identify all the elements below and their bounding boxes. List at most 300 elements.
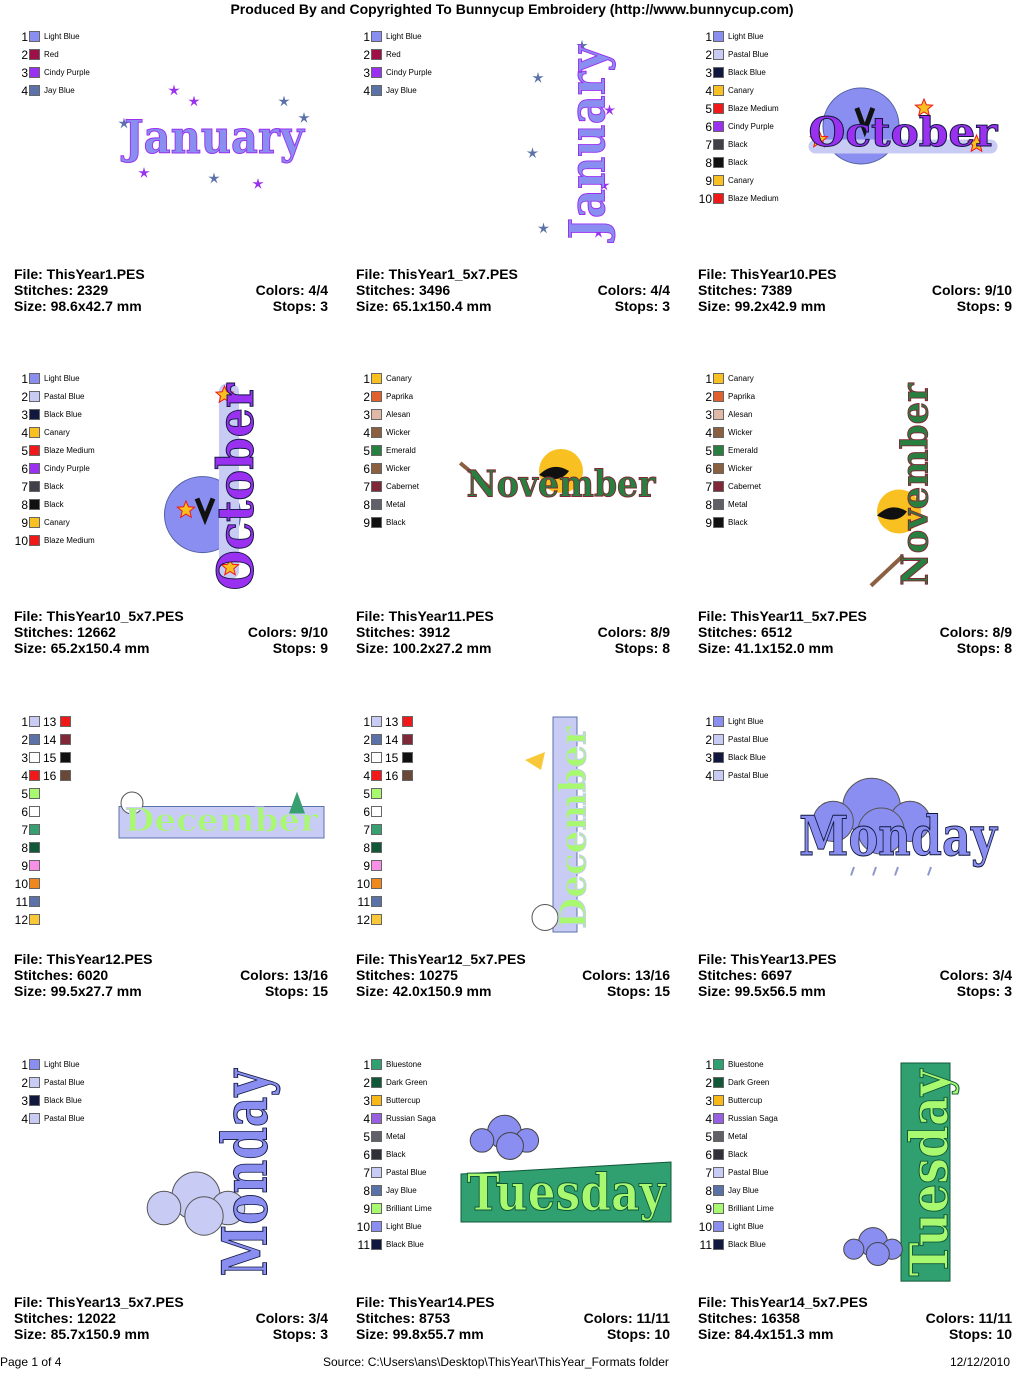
thread-name: Wicker	[386, 428, 411, 437]
color-swatch	[29, 499, 40, 510]
color-swatch	[371, 409, 382, 420]
size-label: Size:	[356, 983, 389, 999]
color-swatch	[371, 1203, 382, 1214]
tree-icon	[525, 752, 545, 770]
color-swatch	[713, 752, 724, 763]
file-label: File:	[356, 266, 385, 282]
legend-number: 5	[705, 444, 712, 458]
thread-name: Black Blue	[728, 68, 766, 77]
color-swatch	[29, 31, 40, 42]
color-count: 8/9	[992, 624, 1012, 640]
legend-number: 8	[21, 841, 28, 855]
legend-number: 10	[698, 1220, 712, 1234]
color-swatch	[29, 1059, 40, 1070]
file-name: ThisYear1_5x7.PES	[388, 266, 518, 282]
design-cell	[14, 30, 344, 370]
thread-name: Light Blue	[728, 717, 764, 726]
color-count: 11/11	[636, 1310, 670, 1326]
legend-number: 1	[21, 1058, 28, 1072]
legend-number: 5	[21, 444, 28, 458]
legend-number: 4	[705, 426, 712, 440]
legend-number: 4	[705, 84, 712, 98]
color-swatch	[29, 481, 40, 492]
color-swatch	[371, 445, 382, 456]
stitches-label: Stitches:	[698, 624, 758, 640]
thread-name: Blaze Medium	[728, 194, 779, 203]
legend-number: 9	[21, 859, 28, 873]
thread-name: Cindy Purple	[44, 68, 90, 77]
legend-number: 8	[363, 841, 370, 855]
thread-name: Brilliant Lime	[728, 1204, 774, 1213]
color-swatch	[713, 1095, 724, 1106]
file-label: File:	[14, 951, 43, 967]
color-swatch	[371, 914, 382, 925]
legend-number: 6	[363, 1148, 370, 1162]
design-artwork	[863, 372, 943, 597]
legend-number: 7	[363, 823, 370, 837]
legend-number: 3	[363, 408, 370, 422]
legend-number: 6	[705, 462, 712, 476]
thread-name: Pastal Blue	[44, 1114, 85, 1123]
color-swatch	[713, 157, 724, 168]
thread-name: Black	[728, 140, 748, 149]
thread-name: Blaze Medium	[44, 536, 95, 545]
color-swatch	[371, 1095, 382, 1106]
file-name: ThisYear11.PES	[388, 608, 494, 624]
color-swatch	[29, 860, 40, 871]
color-count: 8/9	[650, 624, 670, 640]
color-swatch	[713, 734, 724, 745]
design-word: October	[808, 107, 999, 156]
stops-label: Stops:	[606, 983, 651, 999]
color-swatch	[713, 121, 724, 132]
design-size: 99.5x27.7 mm	[50, 983, 142, 999]
design-info	[698, 951, 1012, 999]
stitch-count: 6697	[761, 967, 793, 983]
size-label: Size:	[14, 1326, 47, 1342]
legend-number: 2	[363, 390, 370, 404]
design-cell	[698, 715, 1028, 1055]
legend-number: 11	[15, 895, 28, 909]
legend-number: 6	[363, 462, 370, 476]
thread-name: Jay Blue	[386, 1186, 417, 1195]
stitches-label: Stitches:	[698, 1310, 758, 1326]
color-swatch	[29, 427, 40, 438]
legend-number: 5	[363, 444, 370, 458]
size-label: Size:	[14, 640, 47, 656]
thread-name: Light Blue	[728, 1222, 764, 1231]
legend-number: 8	[705, 498, 712, 512]
design-size: 99.2x42.9 mm	[734, 298, 826, 314]
legend-number: 2	[21, 1076, 28, 1090]
color-swatch	[713, 1221, 724, 1232]
legend-number: 1	[705, 1058, 712, 1072]
color-swatch	[713, 1203, 724, 1214]
color-swatch	[713, 31, 724, 42]
legend-number: 7	[705, 480, 712, 494]
legend-number: 11	[699, 1238, 712, 1252]
file-label: File:	[356, 1294, 385, 1310]
color-swatch	[402, 734, 413, 745]
stop-count: 9	[1004, 298, 1012, 314]
colors-label: Colors:	[931, 282, 981, 298]
legend-number: 3	[705, 751, 712, 765]
legend-number: 9	[363, 859, 370, 873]
stitches-label: Stitches:	[356, 967, 416, 983]
design-info	[356, 1294, 670, 1342]
color-swatch	[713, 103, 724, 114]
stitches-label: Stitches:	[14, 282, 74, 298]
color-swatch	[60, 716, 71, 727]
legend-number: 6	[705, 1148, 712, 1162]
raindrop-shape	[873, 867, 876, 875]
thread-name: Pastal Blue	[44, 392, 85, 401]
color-swatch	[29, 49, 40, 60]
stitch-count: 16358	[761, 1310, 800, 1326]
color-swatch	[713, 1167, 724, 1178]
thread-name: Jay Blue	[44, 86, 75, 95]
color-swatch	[29, 770, 40, 781]
thread-name: Canary	[728, 374, 754, 383]
color-swatch	[713, 770, 724, 781]
file-name: ThisYear12_5x7.PES	[388, 951, 526, 967]
design-artwork	[154, 1004, 294, 1288]
color-swatch	[371, 1113, 382, 1124]
thread-name: Emerald	[386, 446, 416, 455]
design-word: Monday	[209, 1004, 282, 1277]
legend-number: 12	[356, 913, 370, 927]
thread-name: Pastal Blue	[44, 1078, 85, 1087]
file-name: ThisYear10_5x7.PES	[46, 608, 184, 624]
legend-number: 5	[363, 787, 370, 801]
thread-name: Bluestone	[728, 1060, 764, 1069]
design-info	[356, 608, 670, 656]
thread-name: Black Blue	[44, 1096, 82, 1105]
design-size: 42.0x150.9 mm	[392, 983, 492, 999]
legend-number: 1	[363, 30, 370, 44]
color-swatch	[371, 1167, 382, 1178]
raindrop-shape	[895, 867, 898, 875]
file-label: File:	[698, 1294, 727, 1310]
color-swatch	[29, 716, 40, 727]
legend-number: 10	[698, 192, 712, 206]
thread-name: Red	[386, 50, 401, 59]
design-word: January	[120, 110, 306, 165]
design-cell	[356, 26, 686, 370]
cloud-icon	[844, 1228, 903, 1266]
stops-label: Stops:	[264, 983, 309, 999]
thread-name: Light Blue	[44, 1060, 80, 1069]
color-count: 4/4	[308, 282, 328, 298]
color-swatch	[29, 373, 40, 384]
legend-number: 1	[21, 372, 28, 386]
design-word: December	[552, 724, 595, 929]
legend-number: 2	[705, 390, 712, 404]
stitches-label: Stitches:	[698, 282, 758, 298]
thread-name: Pastal Blue	[728, 735, 769, 744]
color-swatch	[713, 1131, 724, 1142]
legend-number: 7	[363, 1166, 370, 1180]
thread-name: Jay Blue	[728, 1186, 759, 1195]
thread-name: Black	[386, 518, 406, 527]
snowflake-icon	[538, 223, 549, 234]
legend-number: 2	[21, 733, 28, 747]
snowflake-icon	[252, 178, 263, 189]
thread-name: Light Blue	[386, 32, 422, 41]
color-count: 4/4	[650, 282, 670, 298]
thread-name: Pastal Blue	[728, 1168, 769, 1177]
design-artwork	[114, 85, 314, 195]
stop-count: 3	[662, 298, 670, 314]
stop-count: 3	[1004, 983, 1012, 999]
design-cell	[356, 715, 686, 1055]
thread-name: Canary	[44, 428, 70, 437]
color-swatch	[371, 1239, 382, 1250]
color-swatch	[402, 716, 413, 727]
legend-number: 1	[363, 1058, 370, 1072]
design-cell	[14, 715, 344, 1055]
color-swatch	[371, 734, 382, 745]
legend-number: 3	[21, 751, 28, 765]
legend-number: 13	[43, 715, 57, 729]
thread-name: Light Blue	[386, 1222, 422, 1231]
stitch-count: 6512	[761, 624, 793, 640]
legend-number: 4	[705, 769, 712, 783]
raindrop-shape	[851, 867, 854, 875]
thread-name: Canary	[728, 86, 754, 95]
color-swatch	[371, 31, 382, 42]
legend-number: 1	[363, 372, 370, 386]
thread-name: Buttercup	[386, 1096, 421, 1105]
color-swatch	[29, 391, 40, 402]
snowflake-icon	[188, 96, 199, 107]
color-swatch	[29, 878, 40, 889]
color-swatch	[713, 1239, 724, 1250]
color-swatch	[713, 463, 724, 474]
design-size: 98.6x42.7 mm	[50, 298, 142, 314]
color-swatch	[713, 139, 724, 150]
colors-label: Colors:	[939, 967, 989, 983]
size-label: Size:	[14, 298, 47, 314]
thread-name: Metal	[386, 1132, 406, 1141]
legend-number: 4	[21, 769, 28, 783]
stop-count: 10	[654, 1326, 670, 1342]
thread-name: Brilliant Lime	[386, 1204, 432, 1213]
design-cell	[356, 1058, 686, 1398]
color-swatch	[713, 49, 724, 60]
stitch-count: 7389	[761, 282, 793, 298]
stitch-count: 6020	[77, 967, 109, 983]
legend-number: 16	[385, 769, 399, 783]
stops-label: Stops:	[948, 1326, 993, 1342]
color-swatch	[29, 445, 40, 456]
thread-name: Metal	[728, 500, 748, 509]
legend-number: 4	[363, 426, 370, 440]
file-label: File:	[356, 608, 385, 624]
colors-label: Colors:	[255, 282, 305, 298]
color-swatch	[713, 67, 724, 78]
color-swatch	[60, 734, 71, 745]
thread-name: Canary	[728, 176, 754, 185]
stitches-label: Stitches:	[356, 1310, 416, 1326]
stitch-count: 12662	[77, 624, 116, 640]
colors-label: Colors:	[247, 624, 297, 640]
color-swatch	[29, 85, 40, 96]
snowflake-icon	[138, 167, 149, 178]
stops-label: Stops:	[956, 298, 1001, 314]
design-info	[14, 951, 328, 999]
legend-number: 6	[363, 805, 370, 819]
thread-name: Black	[728, 1150, 748, 1159]
color-swatch	[371, 1131, 382, 1142]
colors-label: Colors:	[939, 624, 989, 640]
color-swatch	[713, 373, 724, 384]
design-info	[14, 608, 328, 656]
size-label: Size:	[356, 640, 389, 656]
legend-number: 11	[357, 1238, 370, 1252]
thread-name: Metal	[386, 500, 406, 509]
file-name: ThisYear13_5x7.PES	[46, 1294, 184, 1310]
size-label: Size:	[698, 640, 731, 656]
design-info	[14, 266, 328, 314]
color-swatch	[713, 427, 724, 438]
file-label: File:	[14, 266, 43, 282]
legend-number: 9	[363, 516, 370, 530]
stitch-count: 8753	[419, 1310, 451, 1326]
color-swatch	[29, 806, 40, 817]
color-swatch	[713, 391, 724, 402]
color-swatch	[29, 914, 40, 925]
thread-name: Dark Green	[728, 1078, 770, 1087]
legend-number: 9	[705, 174, 712, 188]
legend-number: 16	[43, 769, 57, 783]
source-path: Source: C:\Users\ans\Desktop\ThisYear\ThisYear_Formats folder	[323, 1355, 669, 1369]
legend-number: 10	[356, 877, 370, 891]
colors-label: Colors:	[597, 624, 647, 640]
color-swatch	[371, 752, 382, 763]
file-label: File:	[356, 951, 385, 967]
stop-count: 10	[996, 1326, 1012, 1342]
legend-number: 4	[363, 1112, 370, 1126]
stitches-label: Stitches:	[356, 624, 416, 640]
legend-number: 7	[21, 823, 28, 837]
color-swatch	[371, 481, 382, 492]
color-swatch	[29, 788, 40, 799]
legend-number: 6	[21, 805, 28, 819]
stitches-label: Stitches:	[356, 282, 416, 298]
legend-number: 8	[705, 156, 712, 170]
stitches-label: Stitches:	[14, 967, 74, 983]
design-cell	[356, 372, 686, 712]
design-size: 99.5x56.5 mm	[734, 983, 826, 999]
color-swatch	[29, 67, 40, 78]
color-swatch	[371, 896, 382, 907]
legend-number: 15	[43, 751, 57, 765]
color-count: 3/4	[308, 1310, 328, 1326]
legend-number: 8	[705, 1184, 712, 1198]
thread-name: Bluestone	[386, 1060, 422, 1069]
color-swatch	[371, 499, 382, 510]
design-artwork	[838, 1039, 978, 1288]
size-label: Size:	[698, 983, 731, 999]
legend-number: 6	[21, 462, 28, 476]
stops-label: Stops:	[272, 298, 317, 314]
legend-number: 3	[705, 66, 712, 80]
legend-number: 3	[21, 1094, 28, 1108]
color-swatch	[60, 752, 71, 763]
thread-name: Black Blue	[728, 1240, 766, 1249]
stops-label: Stops:	[272, 1326, 317, 1342]
legend-number: 1	[705, 715, 712, 729]
thread-name: Paprika	[728, 392, 756, 401]
file-label: File:	[14, 608, 43, 624]
color-swatch	[371, 878, 382, 889]
legend-number: 5	[705, 102, 712, 116]
legend-number: 9	[21, 516, 28, 530]
color-swatch	[371, 1221, 382, 1232]
page-number: Page 1 of 4	[0, 1355, 62, 1369]
file-name: ThisYear12.PES	[46, 951, 153, 967]
legend-number: 4	[363, 84, 370, 98]
raindrop-shape	[928, 867, 931, 875]
legend-number: 3	[363, 1094, 370, 1108]
design-artwork	[798, 90, 1008, 180]
color-swatch	[29, 1077, 40, 1088]
design-word: January	[558, 26, 617, 240]
color-swatch	[371, 1185, 382, 1196]
design-word: Tuesday	[467, 1163, 667, 1222]
thread-name: Alesan	[728, 410, 753, 419]
legend-number: 3	[21, 66, 28, 80]
color-swatch	[29, 896, 40, 907]
snowflake-icon	[168, 85, 179, 96]
color-count: 3/4	[992, 967, 1012, 983]
legend-number: 3	[705, 1094, 712, 1108]
legend-number: 14	[43, 733, 57, 747]
thread-name: Black Blue	[728, 753, 766, 762]
snowflake-icon	[208, 173, 219, 184]
legend-number: 4	[21, 84, 28, 98]
thread-name: Cabernet	[728, 482, 761, 491]
color-swatch	[713, 1149, 724, 1160]
thread-name: Canary	[386, 374, 412, 383]
legend-number: 1	[21, 715, 28, 729]
design-cell	[698, 30, 1028, 370]
design-size: 41.1x152.0 mm	[734, 640, 834, 656]
color-swatch	[713, 85, 724, 96]
legend-number: 10	[14, 534, 28, 548]
thread-name: Red	[44, 50, 59, 59]
legend-number: 5	[21, 787, 28, 801]
legend-number: 8	[363, 498, 370, 512]
legend-number: 7	[363, 480, 370, 494]
stops-label: Stops:	[614, 640, 659, 656]
legend-number: 13	[385, 715, 399, 729]
design-info	[356, 266, 670, 314]
colors-label: Colors:	[240, 967, 290, 983]
design-size: 100.2x27.2 mm	[392, 640, 492, 656]
thread-name: Black	[728, 518, 748, 527]
color-swatch	[60, 770, 71, 781]
stop-count: 8	[662, 640, 670, 656]
legend-number: 8	[363, 1184, 370, 1198]
thread-name: Cindy Purple	[386, 68, 432, 77]
color-swatch	[713, 445, 724, 456]
legend-number: 12	[14, 913, 28, 927]
size-label: Size:	[698, 1326, 731, 1342]
color-swatch	[29, 517, 40, 528]
design-word: October	[206, 369, 265, 591]
